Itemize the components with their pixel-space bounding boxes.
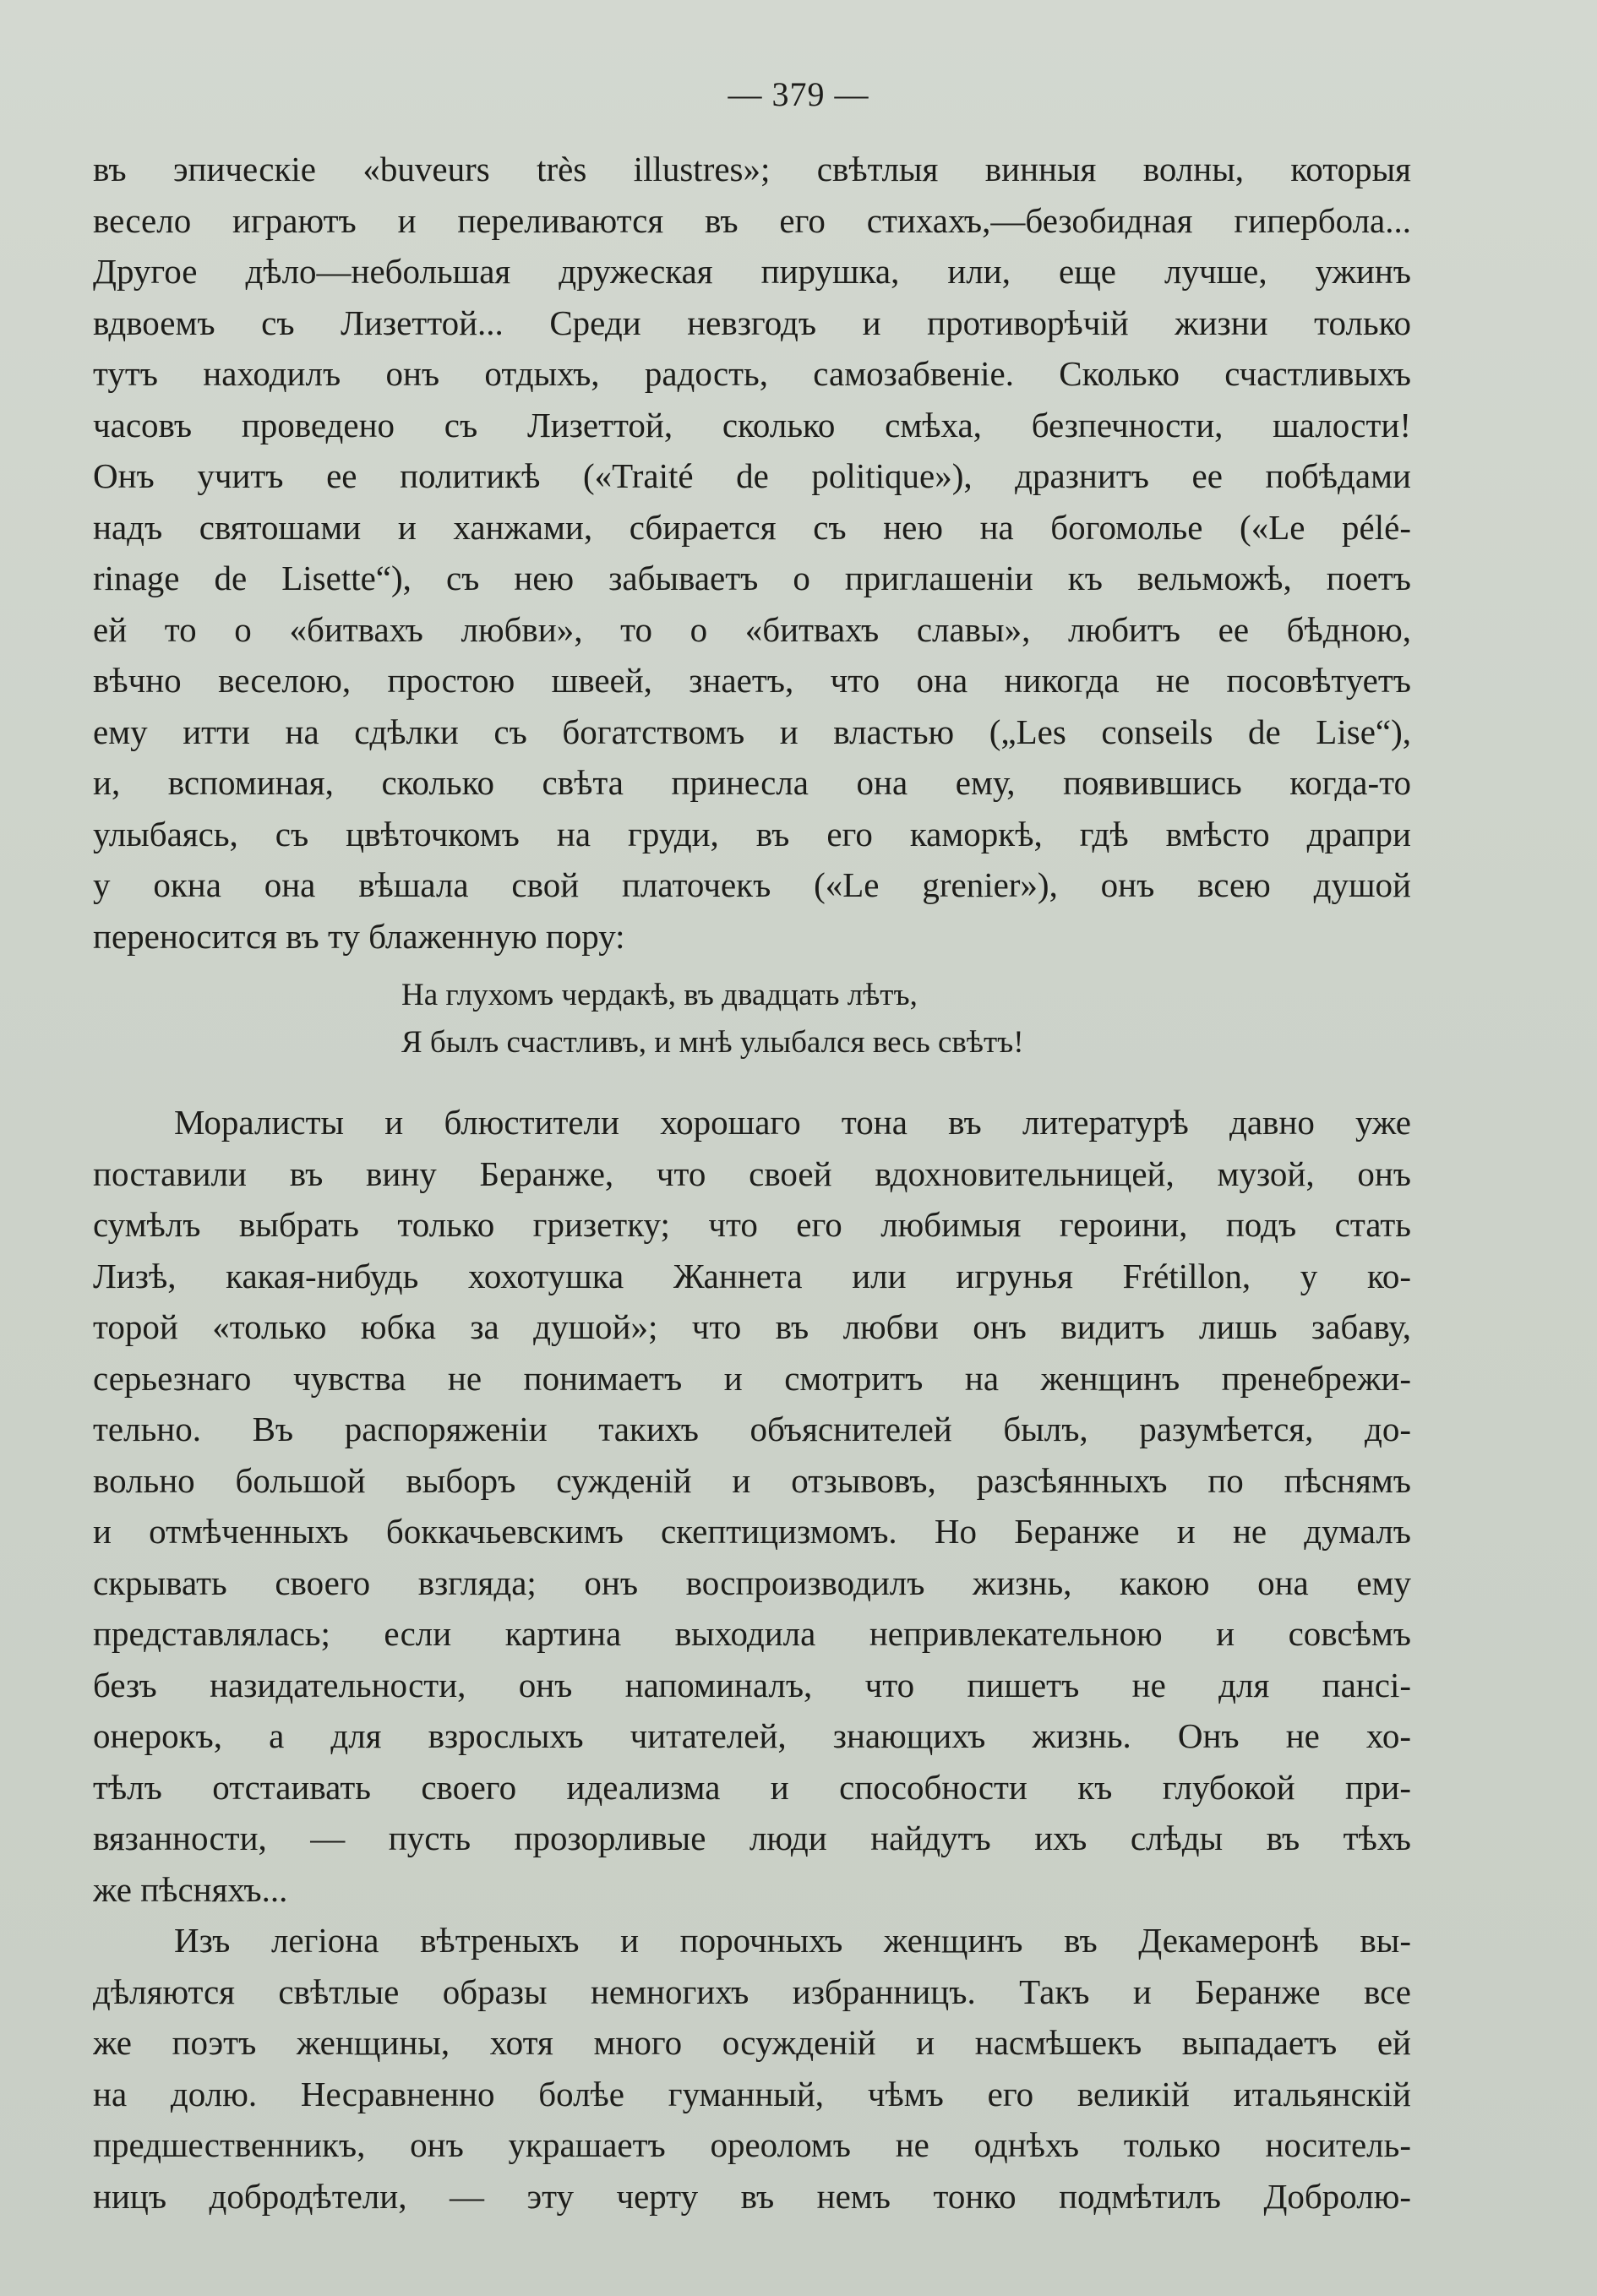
text-line: дѣляются свѣтлые образы немногихъ избранницъ. Такъ и Беранже все: [93, 1972, 1411, 2011]
text-line: серьезнаго чувства не понимаетъ и смотритъ на женщинъ пренебрежи-: [93, 1358, 1411, 1398]
text-line: же пѣсняхъ...: [93, 1869, 288, 1909]
text-line: Изъ легіона вѣтреныхъ и порочныхъ женщинъ въ Декамеронѣ вы-: [174, 1921, 1411, 1960]
text-line: скрывать своего взгляда; онъ воспроизводилъ жизнь, какою она ему: [93, 1562, 1411, 1602]
text-line: сумѣлъ выбрать только гризетку; что его любимыя героини, подъ стать: [93, 1205, 1411, 1244]
page-body: [93, 144, 1411, 2222]
text-line: вѣчно веселою, простою швеей, знаетъ, что она никогда не посовѣтуетъ: [93, 661, 1411, 700]
text-line: ему итти на сдѣлки съ богатствомъ и властью („Les conseils de Lise“),: [93, 712, 1411, 751]
text-line: онерокъ, а для взрослыхъ читателей, знающихъ жизнь. Онъ не хо-: [93, 1716, 1411, 1755]
text-line: тельно. Въ распоряженіи такихъ объяснителей былъ, разумѣется, до-: [93, 1410, 1411, 1448]
text-line: на долю. Несравненно болѣе гуманный, чѣмъ его великій итальянскій: [93, 2074, 1411, 2113]
text-line: представлялась; если картина выходила непривлекательною и совсѣмъ: [93, 1614, 1411, 1653]
text-line: Онъ учитъ ее политикѣ («Traité de politique»), дразнитъ ее побѣдами: [93, 456, 1411, 495]
text-line: надъ святошами и ханжами, сбирается съ нею на богомолье («Le pélé-: [93, 507, 1411, 547]
text-line: Моралисты и блюстители хорошаго тона въ литературѣ давно уже: [174, 1103, 1411, 1142]
text-line: ницъ добродѣтели, — эту черту въ немъ тонко подмѣтилъ Добролю-: [93, 2176, 1411, 2216]
text-line: безъ назидательности, онъ напоминалъ, что пишетъ не для пансі-: [93, 1665, 1411, 1704]
text-line: торой «только юбка за душой»; что въ любви онъ видитъ лишь забаву,: [93, 1307, 1411, 1346]
text-line: Другое дѣло—небольшая дружеская пирушка, или, еще лучше, ужинъ: [93, 252, 1411, 291]
text-line: переносится въ ту блаженную пору:: [93, 916, 625, 956]
text-line: ей то о «битвахъ любви», то о «битвахъ славы», любитъ ее бѣдною,: [93, 609, 1411, 649]
text-line: Лизѣ, какая-нибудь хохотушка Жаннета или игрунья Frétillon, у ко-: [93, 1256, 1411, 1295]
text-line: тѣлъ отстаивать своего идеализма и способности къ глубокой при-: [93, 1767, 1411, 1807]
text-line: часовъ проведено съ Лизеттой, сколько смѣха, безпечности, шалости!: [93, 405, 1411, 444]
text-line: у окна она вѣшала свой платочекъ («Le grenier»), онъ всею душой: [93, 865, 1411, 904]
text-line: же поэтъ женщины, хотя много осужденій и насмѣшекъ выпадаетъ ей: [93, 2023, 1411, 2062]
text-line: въ эпическіе «buveurs très illustres»; свѣтлыя винныя волны, которыя: [93, 150, 1411, 188]
verse-line: Я былъ счастливъ, и мнѣ улыбался весь свѣтъ!: [401, 1025, 1024, 1060]
text-line: улыбаясь, съ цвѣточкомъ на груди, въ его каморкѣ, гдѣ вмѣсто драпри: [93, 814, 1411, 854]
page-number: — 379 —: [728, 75, 869, 113]
text-line: вязанности, — пусть прозорливые люди найдутъ ихъ слѣды въ тѣхъ: [93, 1819, 1411, 1857]
text-line: вдвоемъ съ Лизеттой... Среди невзгодъ и противорѣчій жизни только: [93, 303, 1411, 342]
verse-line: На глухомъ чердакѣ, въ двадцать лѣтъ,: [401, 978, 918, 1012]
text-line: rinage de Lisette“), съ нею забываетъ о приглашеніи къ вельможѣ, поетъ: [93, 559, 1411, 597]
paragraph-1: [93, 144, 1411, 962]
text-line: тутъ находилъ онъ отдыхъ, радость, самозабвеніе. Сколько счастливыхъ: [93, 354, 1411, 393]
text-line: поставили въ вину Беранже, что своей вдохновительницей, музой, онъ: [93, 1153, 1411, 1193]
text-line: весело играютъ и переливаются въ его стихахъ,—безобидная гипербола...: [93, 200, 1411, 240]
paragraph-2: [93, 1097, 1411, 1915]
verse-quote: [401, 972, 1411, 1066]
paragraph-3: [93, 1915, 1411, 2222]
text-line: вольно большой выборъ сужденій и отзывовъ, разсѣянныхъ по пѣснямъ: [93, 1460, 1411, 1500]
text-line: и, вспоминая, сколько свѣта принесла она ему, появившись когда-то: [93, 763, 1411, 802]
text-line: и отмѣченныхъ боккачьевскимъ скептицизмомъ. Но Беранже и не думалъ: [93, 1512, 1411, 1551]
text-line: предшественникъ, онъ украшаетъ ореоломъ не однѣхъ только носитель-: [93, 2125, 1411, 2164]
